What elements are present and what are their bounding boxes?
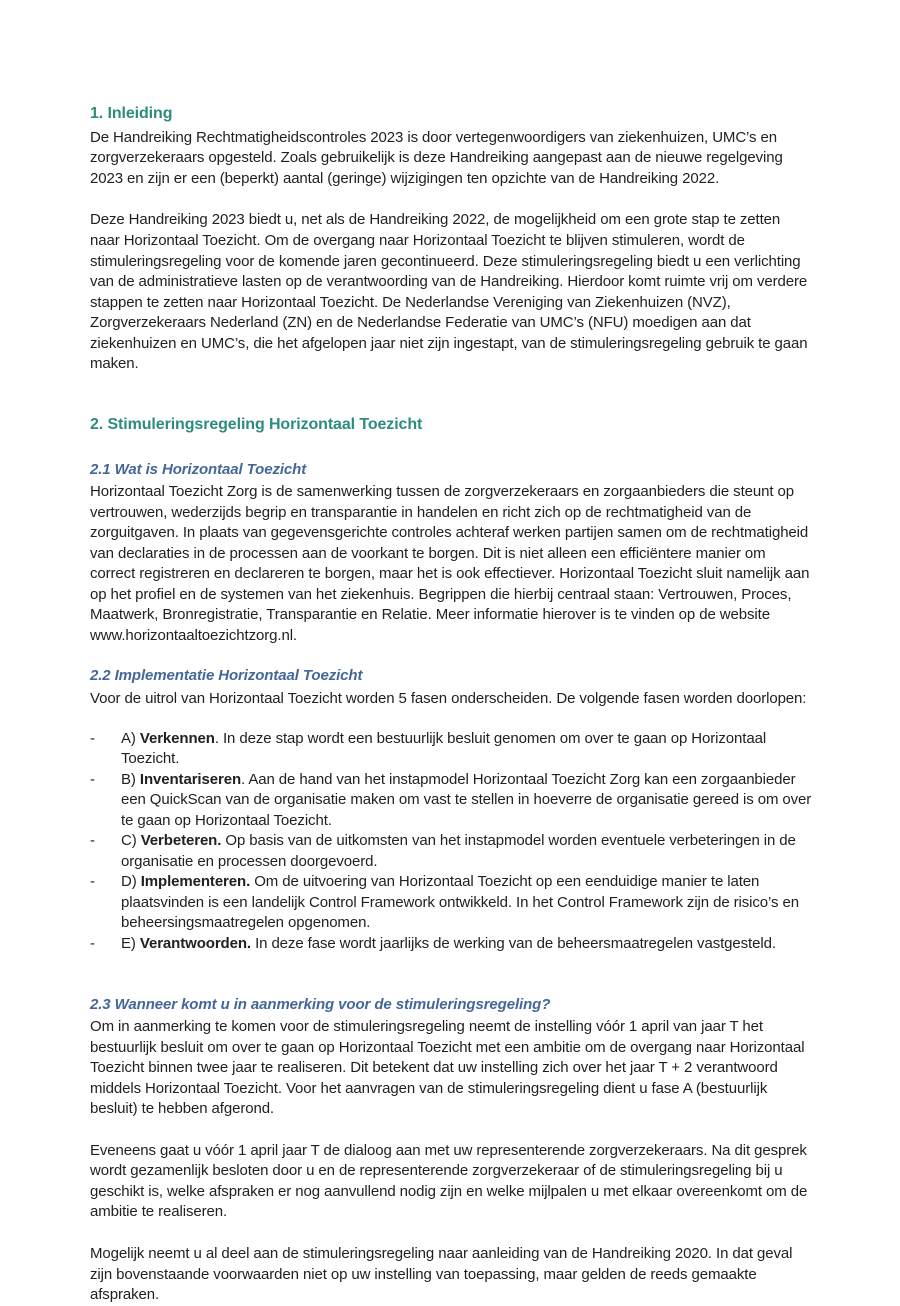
bullet-prefix: B) [121, 770, 140, 788]
subsection-heading-2-3: 2.3 Wanneer komt u in aanmerking voor de stimuleringsregeling? [90, 995, 551, 1013]
phase-bullet-list [90, 729, 812, 955]
paragraph-2-2-intro: Voor de uitrol van Horizontaal Toezicht worden 5 fasen onderscheiden. De volgende fasen worden doorlopen: [90, 689, 807, 707]
subsection-heading-2-1: 2.1 Wat is Horizontaal Toezicht [90, 460, 307, 478]
bullet-item-implementeren [90, 872, 812, 934]
bullet-text: . In deze stap wordt een bestuurlijk besluit genomen om over te gaan op Horizontaal Toezicht. [121, 729, 767, 768]
section-heading-stimuleringsregeling: 2. Stimuleringsregeling Horizontaal Toezicht [90, 415, 423, 433]
section-heading-inleiding: 1. Inleiding [90, 105, 173, 122]
bullet-dash: - [90, 770, 95, 788]
paragraph-2-3-2: Eveneens gaat u vóór 1 april jaar T de dialoog aan met uw representerende zorgverzekeraars. Na dit gesprek wordt gezamenlijk besloten door u en de representerende zorgverzekeraar of de stimuleringsregeling bij u geschikt is, welke afspraken er nog aanvullend nodig zijn en welke mijlpalen u met elkaar overeenkomt om de ambitie te realiseren. [90, 1141, 808, 1221]
bullet-text: Op basis van de uitkomsten van het instapmodel worden eventuele verbeteringen in de organisatie en processen doorgevoerd. [121, 832, 796, 870]
bullet-dash: - [90, 729, 95, 747]
bullet-item-verkennen [90, 729, 812, 770]
bullet-dash: - [90, 832, 95, 850]
bullet-prefix: E) [121, 935, 140, 952]
subsection-heading-2-2: 2.2 Implementatie Horizontaal Toezicht [90, 667, 363, 685]
bullet-prefix: A) [121, 729, 140, 747]
bullet-phase-name: Verkennen [139, 729, 215, 747]
section-spacer [90, 955, 812, 995]
bullet-dash: - [90, 873, 95, 891]
sub-spacer [90, 436, 812, 460]
paragraph-2-1: Horizontaal Toezicht Zorg is de samenwerking tussen de zorgverzekeraars en zorgaanbieders die steunt op vertrouwen, wederzijds begrip en transparantie in handelen en richt zich op de rechtmatigheid van de zorguitgaven. In plaats van gegevensgerichte controles achteraf werken partijen samen om de rechtmatigheid van declaraties in de processen aan de voorkant te borgen. Dit is niet alleen een efficiëntere manier om correct registreren en declareren te borgen, maar het is ook effectiever. Horizontaal Toezicht sluit namelijk aan op het profiel en de systemen van het ziekenhuis. Begrippen die hierbij centraal staan: Vertrouwen, Proces, Maatwerk, Bronregistratie, Transparantie en Relatie. Meer informatie hierover is te vinden op de website www.horizontaaltoezichtzorg.nl. [90, 483, 810, 644]
paragraph-2-3-3: Mogelijk neemt u al deel aan de stimuleringsregeling naar aanleiding van de Handreiking 2020. In dat geval zijn bovenstaande voorwaarden niet op uw instelling van toepassing, maar gelden de reeds gemaakte afspraken. [90, 1244, 793, 1304]
bullet-text: Om de uitvoering van Horizontaal Toezicht op een eenduidige manier te laten plaatsvinden is een landelijk Control Framework ontwikkeld. In het Control Framework zijn de risico’s en beheersingsmaatregelen opgenomen. [121, 873, 799, 932]
bullet-item-inventariseren [90, 770, 812, 832]
bullet-prefix: D) [121, 873, 141, 891]
bullet-item-verantwoorden [90, 934, 812, 955]
sub-spacer [90, 646, 812, 666]
paragraph-inleiding-2: Deze Handreiking 2023 biedt u, net als de Handreiking 2022, de mogelijkheid om een grote stap te zetten naar Horizontaal Toezicht. Om de overgang naar Horizontaal Toezicht te blijven stimuleren, wordt de stimuleringsregeling voor de komende jaren gecontinueerd. Deze stimuleringsregeling biedt u een verlichting van de administratieve lasten op de verantwoording van de Handreiking. Hierdoor komt ruimte vrij om verdere stappen te zetten naar Horizontaal Toezicht. De Nederlandse Vereniging van Ziekenhuizen (NVZ), Zorgverzekeraars Nederland (ZN) en de Nederlandse Federatie van UMC’s (NFU) moedigen aan dat ziekenhuizen en UMC’s, die het afgelopen jaar niet zijn ingestapt, van de stimuleringsregeling gebruik te gaan maken. [90, 211, 808, 373]
paragraph-2-3-1: Om in aanmerking te komen voor de stimuleringsregeling neemt de instelling vóór 1 april van jaar T het bestuurlijk besluit om over te gaan op Horizontaal Toezicht met een ambitie om de overgang naar Horizontaal Toezicht binnen twee jaar te realiseren. Dit betekent dat uw instelling zich over het jaar T + 2 verantwoord middels Horizontaal Toezicht. Voor het aanvragen van de stimuleringsregeling dient u fase A (bestuurlijk besluit) te hebben afgerond. [90, 1018, 805, 1118]
bullet-text: . Aan de hand van het instapmodel Horizontaal Toezicht Zorg kan een zorgaanbieder een QuickScan van de organisatie maken om vast te stellen in hoeverre de organisatie gereed is om over te gaan op Horizontaal Toezicht. [121, 770, 812, 829]
bullet-phase-name: Verantwoorden. [139, 935, 251, 952]
bullet-prefix: C) [121, 832, 141, 850]
bullet-phase-name: Inventariseren [139, 770, 242, 788]
bullet-phase-name: Implementeren. [140, 873, 251, 891]
bullet-item-verbeteren [90, 831, 812, 872]
bullet-dash: - [90, 935, 95, 952]
section-spacer [90, 375, 812, 415]
bullet-phase-name: Verbeteren. [140, 832, 222, 850]
paragraph-inleiding-1: De Handreiking Rechtmatigheidscontroles 2023 is door vertegenwoordigers van ziekenhuizen, UMC’s en zorgverzekeraars opgesteld. Zoals gebruikelijk is deze Handreiking aangepast aan de nieuwe regelgeving 2023 en zijn er een (beperkt) aantal (geringe) wijzigingen ten opzichte van de Handreiking 2022. [90, 128, 783, 187]
bullet-text: In deze fase wordt jaarlijks de werking van de beheersmaatregelen vastgesteld. [251, 935, 776, 952]
